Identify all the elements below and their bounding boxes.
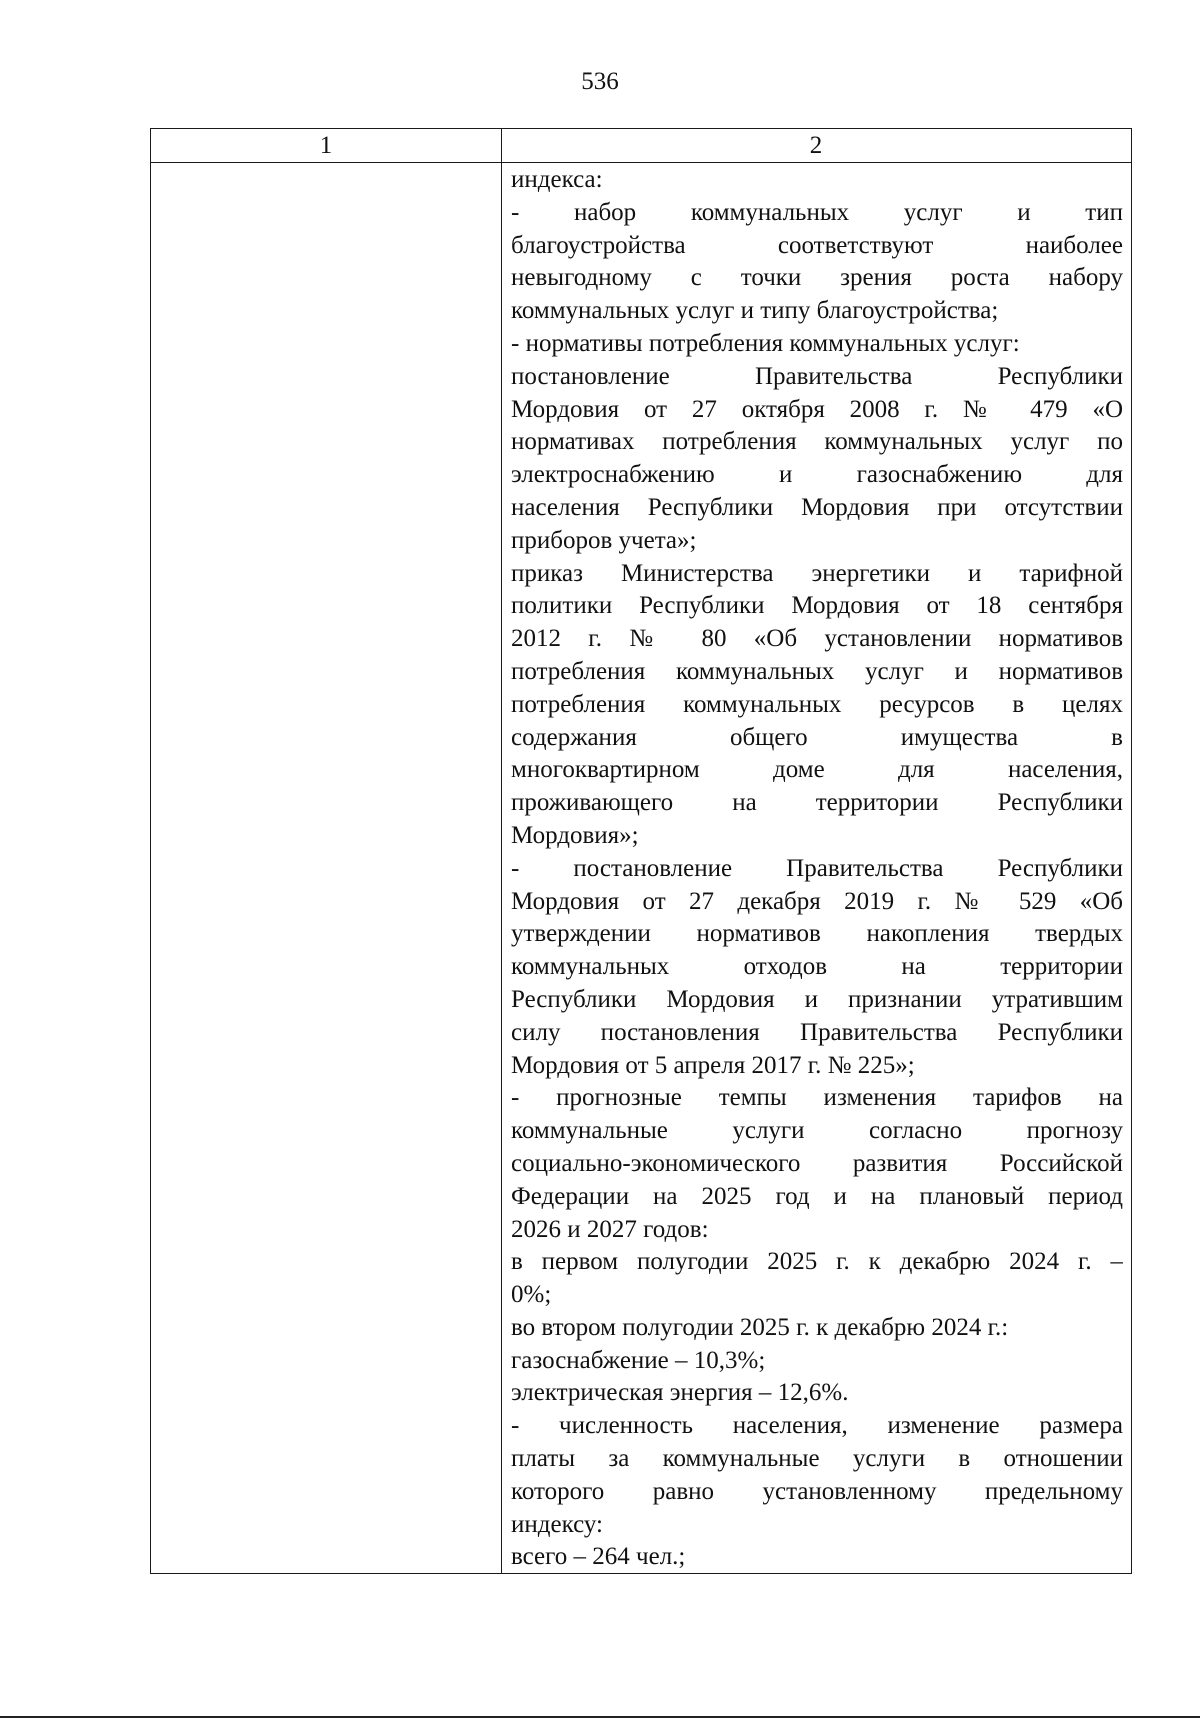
- text-line: 0%;: [511, 1281, 552, 1309]
- text-line: содержания общего имущества в: [511, 723, 1123, 751]
- text-line: приказ Министерства энергетики и тарифной: [511, 559, 1123, 587]
- text-line: 2012 г. № 80 «Об установлении нормативов: [511, 625, 1123, 653]
- text-line: платы за коммунальные услуги в отношении: [511, 1445, 1123, 1473]
- text-line: коммунальные услуги согласно прогнозу: [511, 1117, 1123, 1145]
- text-line: - набор коммунальных услуг и тип: [511, 198, 1123, 226]
- text-line: - прогнозные темпы изменения тарифов на: [511, 1084, 1123, 1112]
- scan-edge-line: [0, 1716, 1200, 1718]
- text-line: Мордовия от 5 апреля 2017 г. № 225»;: [511, 1051, 915, 1079]
- text-line: многоквартирном доме для населения,: [511, 756, 1123, 784]
- text-line: коммунальных отходов на территории: [511, 953, 1123, 981]
- text-line: социально-экономического развития Российской: [511, 1149, 1123, 1177]
- table-header-row: [151, 129, 1131, 163]
- text-line: - нормативы потребления коммунальных услуг:: [511, 329, 1020, 357]
- document-table: [150, 128, 1132, 1574]
- text-line: газоснабжение – 10,3%;: [511, 1346, 766, 1374]
- text-line: 2026 и 2027 годов:: [511, 1215, 709, 1243]
- page-number: 536: [581, 68, 619, 95]
- text-line: потребления коммунальных услуг и нормативов: [511, 657, 1123, 685]
- text-line: Мордовия от 27 октября 2008 г. № 479 «О: [511, 395, 1123, 423]
- text-line: индексу:: [511, 1510, 603, 1538]
- text-line: в первом полугодии 2025 г. к декабрю 2024 г. –: [511, 1248, 1123, 1276]
- text-line: утверждении нормативов накопления твердых: [511, 920, 1123, 948]
- text-line: потребления коммунальных ресурсов в целях: [511, 690, 1123, 718]
- text-line: нормативах потребления коммунальных услуг по: [511, 428, 1123, 456]
- text-line: Федерации на 2025 год и на плановый период: [511, 1182, 1123, 1210]
- text-line: благоустройства соответствуют наиболее: [511, 231, 1123, 259]
- header-cell-column-2: 2: [809, 132, 823, 159]
- text-line: политики Республики Мордовия от 18 сентября: [511, 592, 1123, 620]
- text-line: Республики Мордовия и признании утратившим: [511, 985, 1123, 1013]
- text-line: постановление Правительства Республики: [511, 362, 1123, 390]
- text-line: приборов учета»;: [511, 526, 697, 554]
- text-line: всего – 264 чел.;: [511, 1543, 686, 1571]
- text-line: электрическая энергия – 12,6%.: [511, 1379, 849, 1407]
- column-divider: [501, 129, 502, 1573]
- text-line: которого равно установленному предельному: [511, 1477, 1123, 1505]
- header-cell-column-1: 1: [319, 132, 333, 159]
- text-line: Мордовия от 27 декабря 2019 г. № 529 «Об: [511, 887, 1123, 915]
- text-line: - постановление Правительства Республики: [511, 854, 1123, 882]
- text-line: Мордовия»;: [511, 821, 639, 849]
- table-cell-column-2: [511, 164, 1123, 1574]
- text-line: индекса:: [511, 166, 603, 193]
- text-line: электроснабжению и газоснабжению для: [511, 461, 1123, 489]
- text-line: во втором полугодии 2025 г. к декабрю 2024 г.:: [511, 1313, 1009, 1341]
- text-line: - численность населения, изменение размера: [511, 1412, 1123, 1440]
- text-line: населения Республики Мордовия при отсутствии: [511, 493, 1123, 521]
- text-line: коммунальных услуг и типу благоустройства;: [511, 297, 999, 325]
- text-line: проживающего на территории Республики: [511, 789, 1123, 817]
- text-line: невыгодному с точки зрения роста набору: [511, 264, 1123, 292]
- text-line: силу постановления Правительства Республики: [511, 1018, 1123, 1046]
